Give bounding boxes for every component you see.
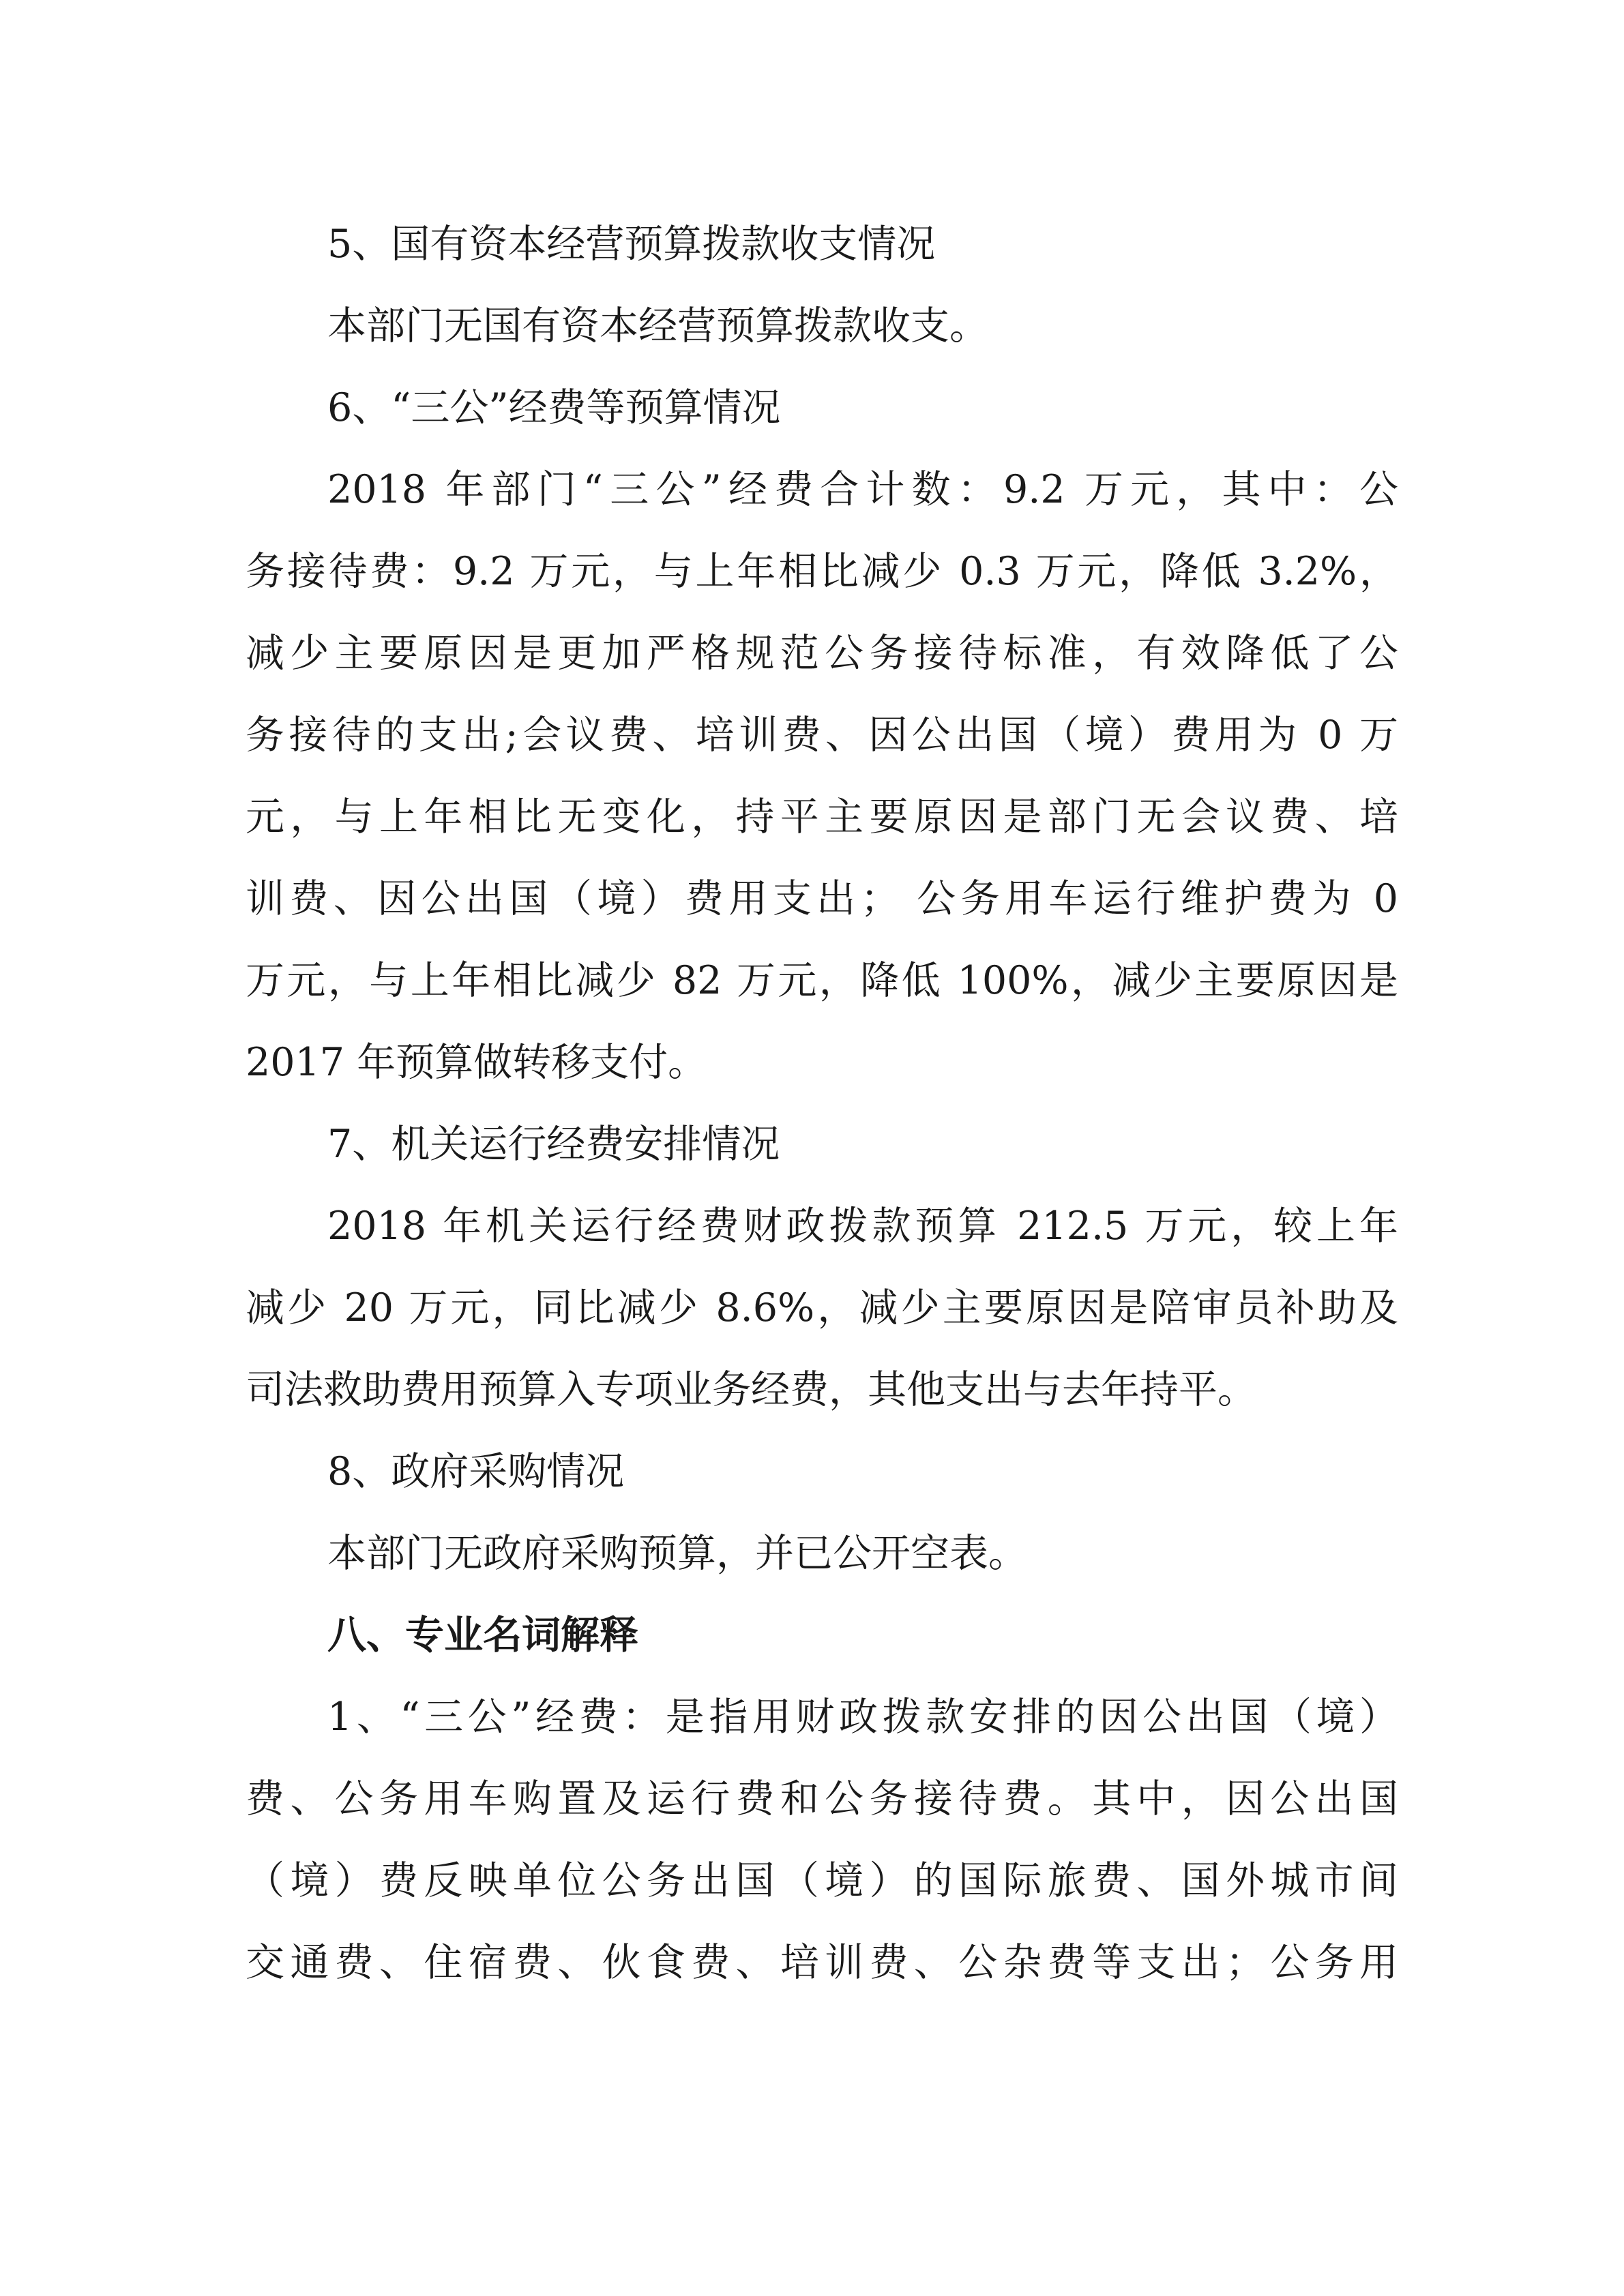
- paragraph-line: 万元，与上年相比减少 82 万元，降低 100%，减少主要原因是: [246, 958, 1398, 1003]
- paragraph-line: 务接待的支出;会议费、培训费、因公出国（境）费用为 0 万: [246, 713, 1398, 758]
- paragraph-line: 2017 年预算做转移支付。: [246, 1040, 707, 1085]
- section-heading-state-capital: 5、国有资本经营预算拨款收支情况: [327, 222, 936, 267]
- paragraph-line: 本部门无国有资本经营预算拨款收支。: [327, 303, 988, 348]
- paragraph-line: 减少 20 万元，同比减少 8.6%，减少主要原因是陪审员补助及: [246, 1285, 1398, 1330]
- paragraph-line: 2018 年机关运行经费财政拨款预算 212.5 万元，较上年: [327, 1204, 1398, 1249]
- section-heading-three-public: 6、“三公”经费等预算情况: [327, 385, 781, 430]
- document-body: [246, 203, 1398, 2003]
- paragraph-line: 训费、因公出国（境）费用支出； 公务用车运行维护费为 0: [246, 876, 1398, 921]
- paragraph-line: 减少主要原因是更加严格规范公务接待标准，有效降低了公: [246, 631, 1398, 676]
- paragraph-line: 务接待费：9.2 万元，与上年相比减少 0.3 万元，降低 3.2%，: [246, 549, 1398, 594]
- paragraph-line: （境）费反映单位公务出国（境）的国际旅费、国外城市间: [246, 1858, 1398, 1903]
- paragraph-line: 交通费、住宿费、伙食费、培训费、公杂费等支出；公务用: [246, 1940, 1398, 1985]
- paragraph-line: 1、“三公”经费：是指用财政拨款安排的因公出国（境）: [327, 1695, 1398, 1740]
- paragraph-line: 费、公务用车购置及运行费和公务接待费。其中，因公出国: [246, 1776, 1398, 1821]
- chapter-heading-glossary: 八、专业名词解释: [327, 1612, 638, 1658]
- section-heading-operating-expenses: 7、机关运行经费安排情况: [327, 1122, 780, 1167]
- paragraph-line: 元，与上年相比无变化，持平主要原因是部门无会议费、培: [246, 794, 1398, 839]
- paragraph-line: 司法救助费用预算入专项业务经费，其他支出与去年持平。: [246, 1367, 1256, 1412]
- paragraph-line: 本部门无政府采购预算，并已公开空表。: [327, 1531, 1027, 1576]
- section-heading-procurement: 8、政府采购情况: [327, 1449, 625, 1494]
- paragraph-line: 2018 年部门“三公”经费合计数：9.2 万元，其中：公: [327, 467, 1398, 512]
